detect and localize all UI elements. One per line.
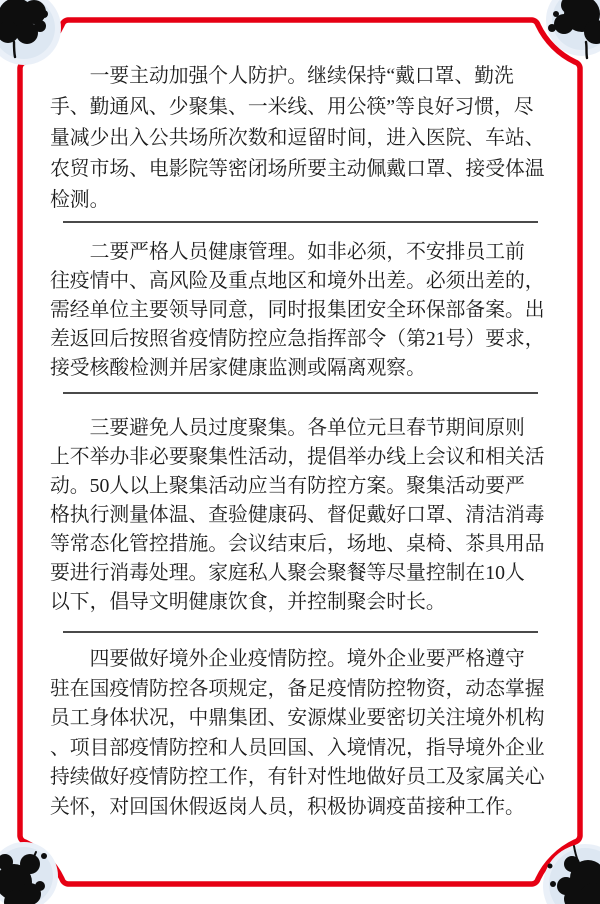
text-line: 接受核酸检测并居家健康监测或隔离观察。 bbox=[50, 357, 426, 379]
separator-line-2 bbox=[63, 392, 538, 394]
corner-ornament-top-left bbox=[0, 0, 61, 65]
separator-line-1 bbox=[63, 221, 538, 223]
corner-ornament-bottom-left bbox=[0, 842, 58, 904]
text-line: 二要严格人员健康管理。如非必须，不安排员工前 bbox=[89, 241, 525, 263]
text-line: 驻在国疫情防控各项规定，备足疫情防控物资，动态掌握 bbox=[50, 677, 545, 700]
text-line: 要进行消毒处理。家庭私人聚会聚餐等尽量控制在10人 bbox=[50, 562, 525, 584]
text-line: 农贸市场、电影院等密闭场所要主动佩戴口罩、接受体温 bbox=[50, 158, 545, 180]
text-line: 手、勤通风、少聚集、一米线、用公筷”等良好习惯，尽 bbox=[50, 96, 534, 118]
text-line: 动。50人以上聚集活动应当有防控方案。聚集活动要严 bbox=[50, 475, 525, 497]
paragraph-health-management bbox=[50, 238, 550, 383]
text-line: 往疫情中、高风险及重点地区和境外出差。必须出差的， bbox=[50, 270, 545, 292]
text-line: 检测。 bbox=[50, 189, 110, 211]
text-line: 上不举办非必要聚集性活动，提倡举办线上会议和相关活 bbox=[50, 446, 545, 468]
text-line: 量减少出入公共场所次数和逗留时间，进入医院、车站、 bbox=[50, 127, 545, 149]
ink-stem bbox=[14, 42, 15, 57]
text-line: 员工身体状况，中鼎集团、安源煤业要密切关注境外机构 bbox=[50, 707, 545, 729]
text-line: 、项目部疫情防控和人员回国、入境情况，指导境外企业 bbox=[50, 736, 545, 759]
paragraph-avoid-gathering bbox=[50, 414, 550, 617]
corner-ornament-bottom-right bbox=[543, 844, 600, 904]
text-line: 格执行测量体温、查验健康码、督促戴好口罩、清洁消毒 bbox=[50, 504, 545, 526]
ink-stem bbox=[586, 42, 587, 58]
text-line: 关怀，对回国休假返岗人员，积极协调疫苗接种工作。 bbox=[50, 795, 525, 818]
text-line: 以下，倡导文明健康饮食，并控制聚会时长。 bbox=[50, 591, 446, 613]
text-line: 一要主动加强个人防护。继续保持“戴口罩、勤洗 bbox=[89, 65, 514, 87]
text-line: 等常态化管控措施。会议结束后，场地、桌椅、茶具用品 bbox=[50, 533, 545, 555]
text-line: 差返回后按照省疫情防控应急指挥部令（第21号）要求， bbox=[50, 328, 545, 350]
text-line: 四要做好境外企业疫情防控。境外企业要严格遵守 bbox=[89, 648, 525, 670]
paragraph-overseas-enterprises bbox=[50, 645, 550, 822]
text-line: 需经单位主要领导同意，同时报集团安全环保部备案。出 bbox=[50, 299, 545, 321]
separator-line-3 bbox=[63, 631, 538, 633]
paragraph-personal-protection bbox=[50, 61, 550, 216]
text-line: 持续做好疫情防控工作，有针对性地做好员工及家属关心 bbox=[50, 766, 545, 788]
text-line: 三要避免人员过度聚集。各单位元旦春节期间原则 bbox=[89, 417, 525, 439]
